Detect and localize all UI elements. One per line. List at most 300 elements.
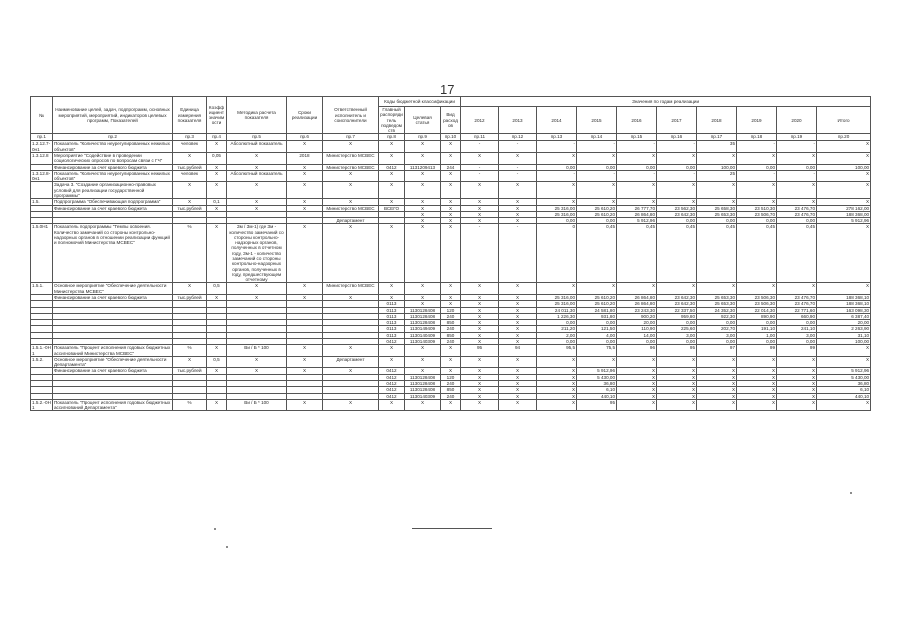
table-cell: X [697,283,737,295]
column-number: пр.18 [737,134,777,141]
table-cell: X [737,374,777,380]
table-cell: 31,10 [817,332,871,338]
table-cell: Департамент [323,218,379,224]
table-cell: X [817,152,871,164]
table-cell: 240 [441,326,461,332]
table-cell: X [405,301,441,307]
table-cell: % [173,399,207,411]
table-cell: X [657,182,697,199]
column-number: пр.11 [461,134,499,141]
row-name-cell: Подпрограмма "Обеспечивающая подпрограмма" [53,199,173,205]
table-row [31,345,871,357]
table-cell: - [499,164,537,170]
table-cell: 25 610,20 [577,295,617,301]
table-cell: X [537,387,577,393]
table-cell: X [499,307,537,313]
table-cell: X [499,326,537,332]
table-cell: X [461,399,499,411]
table-cell: - [499,141,537,153]
column-number: пр.19 [777,134,817,141]
table-cell: X [441,218,461,224]
table-cell: X [617,182,657,199]
table-row [31,170,871,182]
table-cell: X [577,356,617,368]
column-number: пр.1 [31,134,53,141]
table-cell: 20,00 [817,320,871,326]
row-name-cell: Финансирование за счет краевого бюджета [53,368,173,374]
table-cell: 120 [441,307,461,313]
table-cell: X [461,380,499,386]
table-cell: 99 [737,345,777,357]
table-cell: X [323,345,379,357]
table-cell: X [777,283,817,295]
table-cell: 0,00 [617,338,657,344]
table-cell: X [499,182,537,199]
table-cell: 0,00 [697,320,737,326]
table-cell: X [617,374,657,380]
table-cell: X [405,218,441,224]
table-cell: X [737,387,777,393]
table-cell: X [227,152,287,164]
table-cell: 1131209413 [405,164,441,170]
table-cell: X [817,182,871,199]
table-cell: X [379,170,405,182]
table-cell: X [173,199,207,205]
table-cell: X [441,295,461,301]
table-cell: X [379,283,405,295]
table-cell: 25 653,30 [697,295,737,301]
table-row [31,141,871,153]
table-cell: X [817,170,871,182]
table-cell: 0,00 [777,218,817,224]
table-cell: 0,00 [657,320,697,326]
table-cell: 931,80 [577,313,617,319]
row-name-cell: Финансирование за счет краевого бюджета [53,205,173,211]
table-cell: 0,00 [617,164,657,170]
table-cell: X [379,182,405,199]
column-number: пр.4 [207,134,227,141]
table-cell: 1130140309 [405,393,441,399]
table-cell: 0,00 [697,218,737,224]
header-method: Методика расчета показателя [227,97,287,134]
table-cell: тыс.рублей [173,164,207,170]
table-cell: X [499,399,537,411]
header-year: 2016 [617,107,657,134]
table-cell: - [461,164,499,170]
table-cell: 25 653,30 [697,211,737,217]
table-cell: X [379,199,405,205]
column-number: пр.13 [537,134,577,141]
row-code-cell: 1.5.2. [31,356,53,368]
table-cell: 4,00 [577,332,617,338]
table-cell: 0,00 [737,218,777,224]
table-cell: 0113 [379,307,405,313]
table-cell: X [499,320,537,326]
table-cell: X [227,199,287,205]
table-cell: 6,10 [577,387,617,393]
table-cell: X [657,393,697,399]
table-cell: 163 098,30 [817,307,871,313]
table-cell: X [737,182,777,199]
table-cell: X [499,301,537,307]
row-name-cell: Показатель "Количество неурегулированных нежилых объектов" [53,170,173,182]
table-cell: 0,00 [777,320,817,326]
table-cell: 24 581,80 [577,307,617,313]
table-cell: 94 [499,345,537,357]
table-cell: X [227,368,287,374]
table-cell: 0,00 [577,338,617,344]
table-cell: - [499,224,537,283]
column-number: пр.9 [405,134,441,141]
row-name-cell: Показатель "Процент исполнения годовых бюджетных ассигнований Департамента" [53,399,173,411]
row-code-cell: 1.5. [31,199,53,205]
table-cell: X [405,399,441,411]
table-cell: X [227,182,287,199]
table-cell: X [405,152,441,164]
table-cell: X [323,399,379,411]
table-cell: - [617,141,657,153]
table-cell: 211,20 [537,326,577,332]
table-cell: 5 912,96 [817,368,871,374]
table-cell: X [227,164,287,170]
table-cell: X [537,182,577,199]
table-cell: Ви / Б * 100 [227,345,287,357]
table-cell: Абсолютный показатель [227,170,287,182]
table-cell: 2018 [287,152,323,164]
table-cell: X [405,170,441,182]
table-cell: 240 [441,338,461,344]
table-cell: X [817,399,871,411]
table-cell: X [207,345,227,357]
table-cell: Абсолютный показатель [227,141,287,153]
table-cell: X [777,374,817,380]
page-number: 17 [440,82,455,97]
table-cell: 244 [441,164,461,170]
table-cell: 0113 [379,313,405,319]
table-cell: 23 642,30 [657,211,697,217]
table-cell: X [441,368,461,374]
table-cell: 0412 [379,380,405,386]
table-cell: 22 771,60 [777,307,817,313]
table-cell: X [441,141,461,153]
table-cell: 0,45 [617,224,657,283]
table-cell: X [287,345,323,357]
table-cell: X [697,182,737,199]
table-cell: X [379,345,405,357]
table-cell: X [817,345,871,357]
table-cell: 0,5 [207,356,227,368]
table-cell: X [657,387,697,393]
row-code-cell: 1.5.2.-0Н1 [32,399,51,411]
table-cell: 225,60 [657,326,697,332]
table-cell: X [207,205,227,211]
table-cell: X [817,356,871,368]
table-cell: X [379,399,405,411]
table-cell: 0412 [379,393,405,399]
table-cell: X [737,368,777,374]
table-cell: X [697,368,737,374]
table-cell: X [617,152,657,164]
signature-line [412,528,492,529]
table-cell: X [441,301,461,307]
table-cell: 1,00 [737,332,777,338]
table-cell: 0,45 [577,224,617,283]
table-cell: Министерство МСВЕС [323,152,379,164]
row-name-cell: Финансирование за счет краевого бюджета [53,164,173,170]
table-cell: X [405,199,441,205]
table-cell: 440,10 [817,393,871,399]
table-cell: X [287,170,323,182]
table-cell: 6,10 [817,387,871,393]
table-cell: 0 [537,224,577,283]
table-cell: - [737,170,777,182]
column-number: пр.3 [173,134,207,141]
header-no: № [31,97,53,134]
table-cell: X [461,313,499,319]
table-cell: X [441,356,461,368]
table-cell: 25 [697,170,737,182]
table-cell: 23 476,70 [777,205,817,211]
row-code-cell [31,182,53,199]
table-cell: 23 510,30 [737,205,777,211]
table-cell: X [287,356,323,368]
table-cell: 1130128408 [405,380,441,386]
table-cell: X [617,380,657,386]
table-cell: X [777,152,817,164]
table-cell: 5 430,00 [577,374,617,380]
table-cell: X [817,141,871,153]
table-cell: 25 316,00 [537,301,577,307]
table-cell: X [323,182,379,199]
table-cell: X [441,182,461,199]
table-cell: 25 658,30 [697,205,737,211]
table-cell: X [697,399,737,411]
table-cell: 0412 [379,387,405,393]
column-number: пр.15 [617,134,657,141]
table-cell: 0,00 [737,320,777,326]
header-year: 2015 [577,107,617,134]
header-coef: Коэффициент значимости [207,97,227,134]
table-cell: 0,1 [207,199,227,205]
table-cell: 1130140409 [405,332,441,338]
table-cell: 0412 [379,374,405,380]
table-cell: 95 [577,399,617,411]
table-cell: 36,80 [817,380,871,386]
table-cell: X [697,374,737,380]
column-number: пр.8 [379,134,405,141]
table-cell: X [461,368,499,374]
table-cell: 23 642,30 [657,295,697,301]
table-cell: X [207,368,227,374]
table-cell: 0,45 [777,224,817,283]
table-cell: 36,80 [577,380,617,386]
table-cell: X [379,152,405,164]
table-cell: X [441,345,461,357]
table-cell: X [777,199,817,205]
table-cell: X [697,356,737,368]
table-cell: 25 316,00 [537,205,577,211]
row-code-cell: 1.3.12.8-0н1 [31,170,53,182]
table-cell: 100,00 [817,164,871,170]
row-code-cell: 1.5.0Н1 [31,224,53,283]
table-cell: X [227,283,287,295]
table-cell: X [461,199,499,205]
table-cell: - [577,141,617,153]
table-cell: X [737,393,777,399]
table-cell: X [287,283,323,295]
scan-speck [226,546,228,548]
table-cell: X [461,211,499,217]
table-cell: 0113 [379,326,405,332]
table-cell: 188 368,10 [817,301,871,307]
table-cell: 0,00 [697,338,737,344]
table-cell: 22 337,50 [657,307,697,313]
table-cell: X [657,283,697,295]
table-cell: 25 653,30 [697,301,737,307]
table-cell: X [499,313,537,319]
table-cell: X [461,205,499,211]
table-cell: X [499,374,537,380]
table-cell: 96 [617,345,657,357]
table-cell: 100,00 [817,338,871,344]
table-cell: X [405,345,441,357]
table-cell: 922,30 [697,313,737,319]
table-cell: 20,00 [617,320,657,326]
table-cell: 23 476,70 [777,295,817,301]
table-cell: X [405,356,441,368]
table-cell: 95 [461,345,499,357]
table-cell: X [461,326,499,332]
table-cell: X [617,399,657,411]
table-cell: 25 610,20 [577,205,617,211]
table-cell: 240 [441,313,461,319]
table-cell: 240 [441,380,461,386]
table-cell: Департамент [323,356,379,368]
table-cell: 1130128408 [405,320,441,326]
table-row [31,152,871,164]
header-year: 2020 [777,107,817,134]
table-cell: X [441,224,461,283]
row-name-cell: Основное мероприятие "Обеспечение деятельности Департамента" [53,356,173,368]
column-number: пр.2 [53,134,173,141]
table-cell: X [287,368,323,374]
table-cell: тыс.рублей [173,205,207,211]
table-cell: 0,45 [737,224,777,283]
table-cell: Министерство МСВЕС [323,164,379,170]
table-cell: X [207,164,227,170]
table-cell: 0,00 [577,164,617,170]
row-name-cell: Показатель "Процент исполнения годовых бюджетных ассигнований Министерства МСВЕС" [53,345,173,357]
scan-speck [214,528,216,530]
header-grbs: Главный распорядитель подведомств [380,107,403,134]
table-cell: 26 864,80 [617,301,657,307]
table-cell: X [617,199,657,205]
table-cell: 97 [697,345,737,357]
table-cell: X [461,332,499,338]
table-cell: X [499,368,537,374]
column-number: пр.14 [577,134,617,141]
header-target: Целевая статья [405,107,441,134]
row-code-cell: 1.5.1. [31,283,53,295]
table-cell: - [737,141,777,153]
table-cell: X [441,199,461,205]
table-row [31,399,871,411]
table-cell: 1 226,30 [537,313,577,319]
column-number: пр.17 [697,134,737,141]
table-cell: X [173,152,207,164]
table-cell: X [323,368,379,374]
table-cell: X [737,380,777,386]
row-code-cell: 1.3.12.8 [31,152,53,164]
table-cell: 95,5 [537,345,577,357]
table-cell: - [461,170,499,182]
table-cell: X [817,283,871,295]
table-cell: X [323,295,379,301]
row-code-cell: 1.5.1.-0Н1 [32,345,51,356]
table-cell: X [499,199,537,205]
table-cell: 22 014,30 [737,307,777,313]
table-cell: X [461,320,499,326]
table-cell: - [577,170,617,182]
table-cell: X [405,224,441,283]
table-cell: X [537,368,577,374]
table-cell: 890,90 [737,313,777,319]
table-cell: X [499,205,537,211]
table-cell: X [379,295,405,301]
table-cell: X [537,152,577,164]
table-cell: 1130140309 [405,338,441,344]
table-cell: % [173,224,207,283]
table-cell: Министерство МСВЕС [323,205,379,211]
table-cell: 121,50 [577,326,617,332]
table-cell: 25 316,00 [537,295,577,301]
table-cell: X [227,295,287,301]
table-cell: 202,70 [697,326,737,332]
column-number: пр.16 [657,134,697,141]
table-cell: X [577,152,617,164]
table-cell: 26 777,70 [617,205,657,211]
table-cell: тыс.рублей [173,295,207,301]
table-cell: X [441,399,461,411]
table-cell: X [737,356,777,368]
table-cell: X [461,295,499,301]
table-cell: X [461,301,499,307]
table-cell: 5 912,96 [817,218,871,224]
table-cell: - [777,170,817,182]
table-cell: 3,00 [657,332,697,338]
table-cell: 188 368,10 [817,295,871,301]
table-cell: X [441,152,461,164]
table-cell: X [379,356,405,368]
column-number: пр.20 [817,134,871,141]
table-cell: - [657,141,697,153]
table-cell: X [817,199,871,205]
column-number: пр.12 [499,134,537,141]
table-cell: 75,5 [577,345,617,357]
table-cell: 191,10 [737,326,777,332]
table-cell: X [461,307,499,313]
table-cell: X [287,182,323,199]
table-cell: 0113 [379,320,405,326]
header-year: 2018 [697,107,737,134]
table-cell: X [577,199,617,205]
table-cell: 23 642,30 [657,301,697,307]
table-cell: X [697,152,737,164]
table-cell: X [405,141,441,153]
table-cell: 959,80 [657,313,697,319]
table-cell: X [737,199,777,205]
table-cell: X [577,283,617,295]
